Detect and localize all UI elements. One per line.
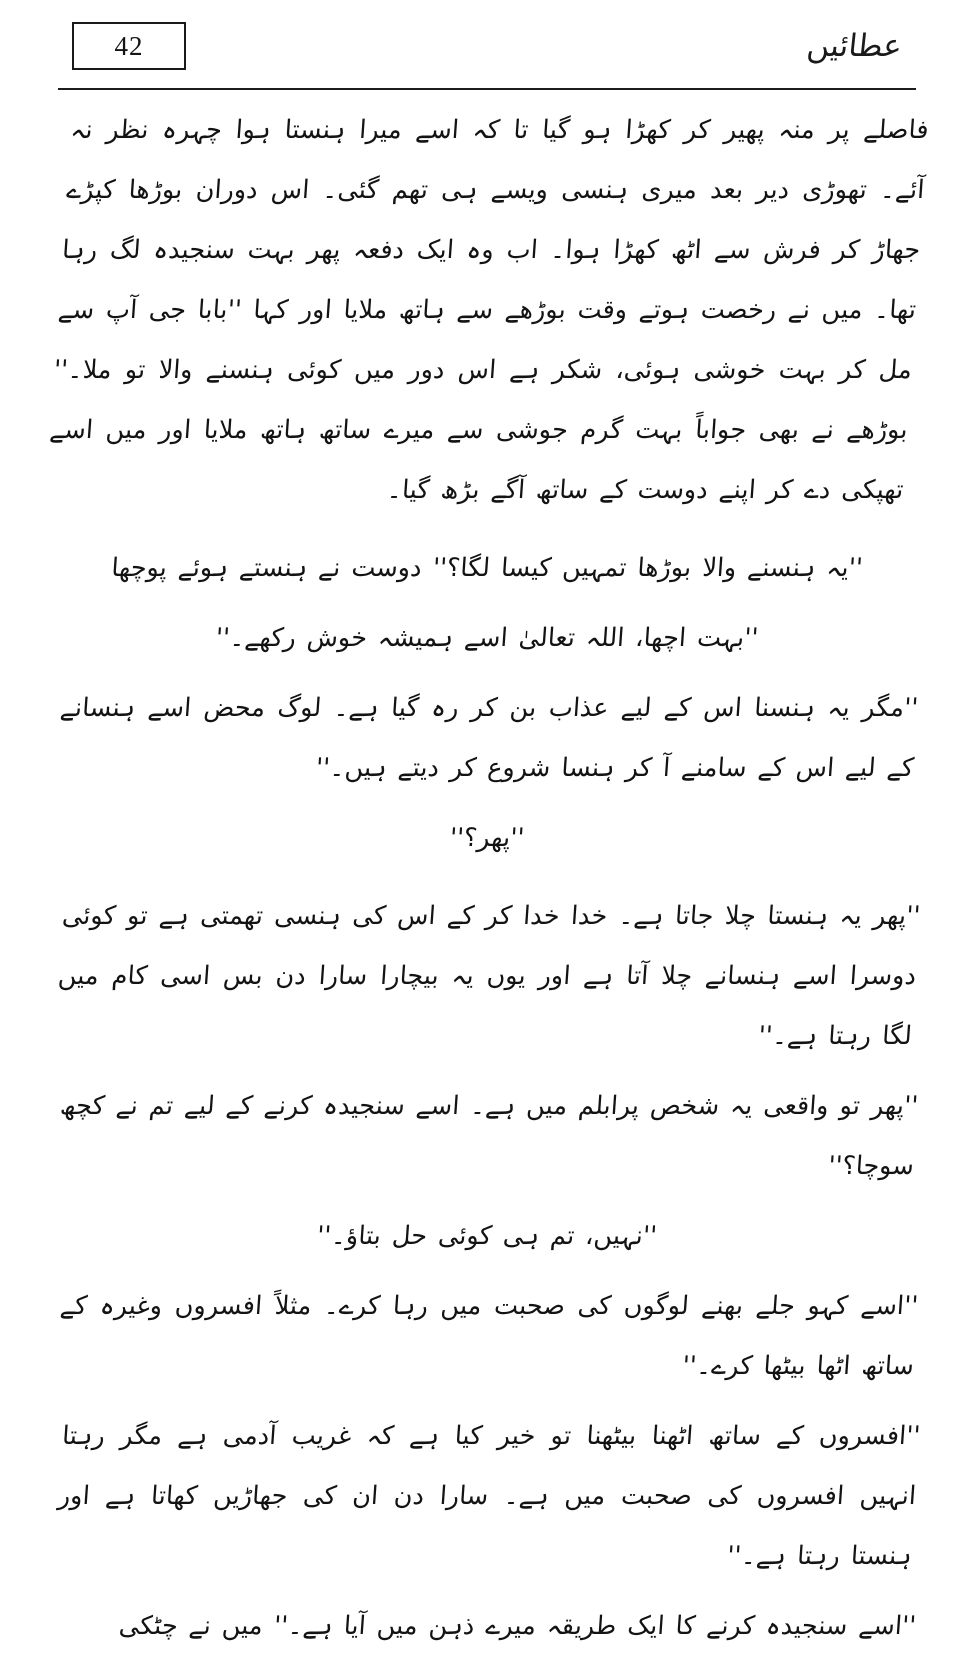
paragraph: ''پھر تو واقعی یہ شخص پرابلم میں ہے۔ اسے سنجیدہ کرنے کے لیے تم نے کچھ سوچا؟'' xyxy=(59,1091,920,1181)
paragraph: ''پھر یہ ہنستا چلا جاتا ہے۔ خدا خدا کر کے اس کی ہنسی تھمتی ہے تو کوئی دوسرا اسے ہنسانے چلا آتا ہے اور یوں یہ بیچارا سارا دن بس اسی کام میں لگا رہتا ہے۔'' xyxy=(56,901,922,1051)
page-body xyxy=(48,100,930,1641)
page-number: 42 xyxy=(72,22,186,70)
paragraph: ''بہت اچھا، اللہ تعالیٰ اسے ہمیشہ خوش رکھے۔'' xyxy=(214,623,760,653)
header-divider-line xyxy=(58,88,916,90)
page-header xyxy=(0,0,968,78)
paragraph: ''پھر؟'' xyxy=(448,823,526,853)
book-title: عطائیں xyxy=(805,28,904,64)
paragraph: ''مگر یہ ہنسنا اس کے لیے عذاب بن کر رہ گیا ہے۔ لوگ محض اسے ہنسانے کے لیے اس کے سامنے آ کر ہنسا شروع کر دیتے ہیں۔'' xyxy=(59,693,920,783)
paragraph: ''یہ ہنسنے والا بوڑھا تمہیں کیسا لگا؟'' دوست نے ہنستے ہوئے پوچھا xyxy=(110,553,864,583)
paragraph: ''اسے سنجیدہ کرنے کا ایک طریقہ میرے ذہن میں آیا ہے۔'' میں نے چٹکی xyxy=(117,1611,918,1641)
paragraph: ''اسے کہو جلے بھنے لوگوں کی صحبت میں رہا کرے۔ مثلاً افسروں وغیرہ کے ساتھ اٹھا بیٹھا کرے۔'' xyxy=(59,1291,920,1381)
paragraph: ''نہیں، تم ہی کوئی حل بتاؤ۔'' xyxy=(316,1221,658,1251)
paragraph: ''افسروں کے ساتھ اٹھنا بیٹھنا تو خیر کیا ہے کہ غریب آدمی ہے مگر رہتا انہیں افسروں کی صحبت میں ہے۔ سارا دن ان کی جھاڑیں کھاتا ہے اور ہنستا رہتا ہے۔'' xyxy=(56,1421,922,1571)
paragraph: فاصلے پر منہ پھیر کر کھڑا ہو گیا تا کہ اسے میرا ہنستا ہوا چہرہ نظر نہ آئے۔ تھوڑی دیر بعد میری ہنسی ویسے ہی تھم گئی۔ اس دوران بوڑھا کپڑے جھاڑ کر فرش سے اٹھ کھڑا ہوا۔ اب وہ ایک دفعہ پھر بہت سنجیدہ لگ رہا تھا۔ میں نے رخصت ہوتے وقت بوڑھے سے ہاتھ ملایا اور کہا ''بابا جی آپ سے مل کر بہت خوشی ہوئی، شکر ہے اس دور میں کوئی ہنسنے والا تو ملا۔'' بوڑھے نے بھی جواباً بہت گرم جوشی سے میرے ساتھ ہاتھ ملایا اور میں اسے تھپکی دے کر اپنے دوست کے ساتھ آگے بڑھ گیا۔ xyxy=(48,115,930,505)
